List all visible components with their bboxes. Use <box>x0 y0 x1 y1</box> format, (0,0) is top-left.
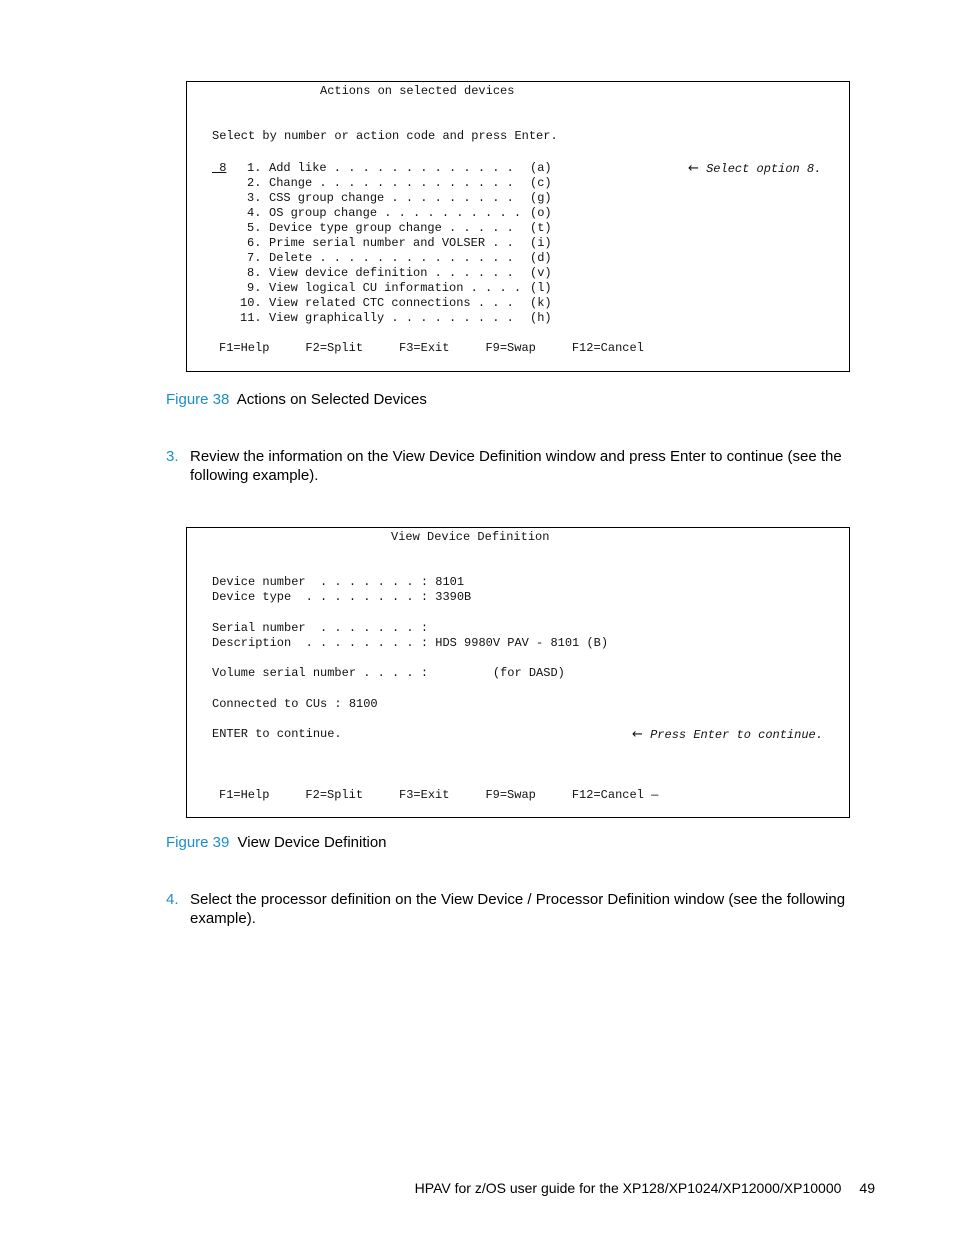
action-item-label[interactable]: OS group change . . . . . . . . . . <box>269 206 522 220</box>
action-code: (g) <box>530 191 552 205</box>
figure-caption <box>166 391 427 408</box>
annotation-text: Select option 8. <box>706 162 822 176</box>
action-number: 2. <box>247 176 262 190</box>
page-number: 49 <box>859 1180 875 1196</box>
action-number: 9. <box>247 281 262 295</box>
action-item-label[interactable]: CSS group change . . . . . . . . . <box>269 191 514 205</box>
step-4 <box>166 890 856 928</box>
terminal-screen-view-device <box>186 527 850 818</box>
screen-line: Description . . . . . . . . : HDS 9980V PAV - 8101 (B) <box>212 635 609 650</box>
step-text: Review the information on the View Device Definition window and press Enter to continue (see the following example). <box>190 448 842 484</box>
selection-field[interactable]: 8 <box>212 161 227 175</box>
left-arrow-icon: ← <box>632 727 643 742</box>
screen-prompt: Select by number or action code and press Enter. <box>212 129 558 143</box>
action-number: 4. <box>247 206 262 220</box>
footer-title: HPAV for z/OS user guide for the XP128/XP1024/XP12000/XP10000 <box>414 1180 842 1196</box>
step-number: 4. <box>166 891 179 908</box>
action-code: (o) <box>530 206 552 220</box>
action-code: (a) <box>530 161 552 175</box>
action-number: 11. <box>240 311 262 325</box>
step-3 <box>166 447 856 485</box>
figure-label: Figure 38 <box>166 391 230 408</box>
action-item-label[interactable]: Delete . . . . . . . . . . . . . . <box>269 251 514 265</box>
action-item-label[interactable]: Device type group change . . . . . <box>269 221 514 235</box>
action-code: (k) <box>530 296 552 310</box>
screen-line: Volume serial number . . . . : (for DASD) <box>212 666 565 681</box>
action-number: 6. <box>247 236 262 250</box>
action-code: (v) <box>530 266 552 280</box>
figure-caption <box>166 834 387 851</box>
screen-title: Actions on selected devices <box>320 84 515 98</box>
screen-line: Device number . . . . . . . : 8101 <box>212 575 465 589</box>
function-keys: F1=Help F2=Split F3=Exit F9=Swap F12=Cancel — <box>219 788 659 802</box>
action-code: (i) <box>530 236 552 250</box>
step-number: 3. <box>166 448 179 465</box>
action-item-label[interactable]: Add like . . . . . . . . . . . . . <box>269 161 514 175</box>
action-code: (d) <box>530 251 552 265</box>
page-footer <box>415 1180 875 1196</box>
action-item-label[interactable]: View device definition . . . . . . <box>269 266 514 280</box>
action-item-label[interactable]: View graphically . . . . . . . . . <box>269 311 514 325</box>
screen-title: View Device Definition <box>391 530 550 544</box>
screen-line: Connected to CUs : 8100 <box>212 696 378 711</box>
action-code: (l) <box>530 281 552 295</box>
figure-label: Figure 39 <box>166 834 230 851</box>
action-code: (c) <box>530 176 552 190</box>
press-enter-annotation <box>632 727 823 743</box>
select-option-annotation <box>688 161 821 177</box>
action-number: 5. <box>247 221 262 235</box>
annotation-text: Press Enter to continue. <box>650 728 823 742</box>
terminal-screen-actions <box>186 81 850 372</box>
function-keys: F1=Help F2=Split F3=Exit F9=Swap F12=Cancel <box>219 341 644 355</box>
figure-title: Actions on Selected Devices <box>236 391 427 408</box>
screen-line: ENTER to continue. <box>212 727 342 741</box>
left-arrow-icon: ← <box>688 161 699 176</box>
action-number: 7. <box>247 251 262 265</box>
action-number: 8. <box>247 266 262 280</box>
screen-line: Device type . . . . . . . . : 3390B <box>212 590 472 605</box>
action-number: 1. <box>247 161 262 175</box>
action-item-label[interactable]: View logical CU information . . . . <box>269 281 522 295</box>
action-item-label[interactable]: View related CTC connections . . . <box>269 296 514 310</box>
action-number: 3. <box>247 191 262 205</box>
action-code: (t) <box>530 221 552 235</box>
action-item-label[interactable]: Change . . . . . . . . . . . . . . <box>269 176 514 190</box>
step-text: Select the processor definition on the View Device / Processor Definition window (see the following example). <box>190 891 846 927</box>
figure-title: View Device Definition <box>237 834 387 851</box>
screen-line: Serial number . . . . . . . : <box>212 620 429 635</box>
action-code: (h) <box>530 311 552 325</box>
action-item-label[interactable]: Prime serial number and VOLSER . . <box>269 236 514 250</box>
action-number: 10. <box>240 296 262 310</box>
